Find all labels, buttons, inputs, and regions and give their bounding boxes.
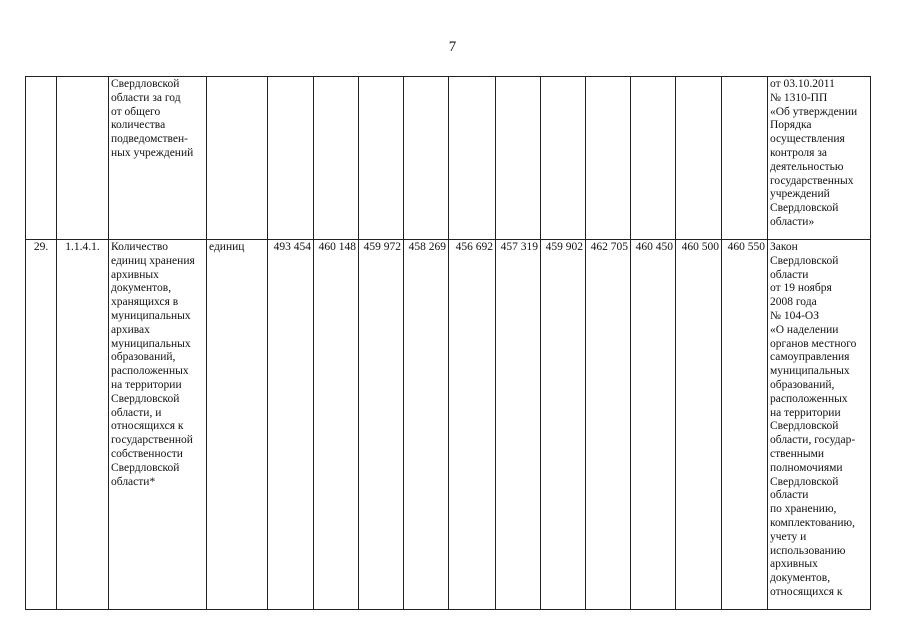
value-cell bbox=[631, 77, 676, 240]
basis-line: деятельностью bbox=[770, 160, 844, 173]
value-cell: 460 148 bbox=[314, 240, 359, 610]
basis-line: муниципальных bbox=[770, 365, 850, 378]
basis-line: самоуправления bbox=[770, 351, 850, 364]
basis-line: 2008 года bbox=[770, 296, 817, 309]
basis-line: Свердловской bbox=[770, 420, 839, 433]
value-cell: 459 972 bbox=[359, 240, 404, 610]
indicator-code-cell bbox=[57, 77, 109, 240]
basis-line: документов, bbox=[770, 572, 831, 585]
basis-line: осуществления bbox=[770, 133, 845, 146]
name-line: расположенных bbox=[111, 365, 189, 378]
basis-line: учету и bbox=[770, 530, 807, 543]
name-line: Свердловской bbox=[111, 78, 180, 90]
basis-line: от 19 ноября bbox=[770, 282, 832, 295]
indicators-table bbox=[25, 76, 871, 610]
basis-line: области, государ- bbox=[770, 434, 856, 447]
value-cell bbox=[404, 77, 449, 240]
name-line: области за год bbox=[111, 91, 181, 104]
basis-line: государственных bbox=[770, 174, 854, 187]
name-line: от общего bbox=[111, 105, 161, 118]
basis-line: органов местного bbox=[770, 337, 857, 350]
value-cell bbox=[359, 77, 404, 240]
value-cell: 460 550 bbox=[722, 240, 768, 610]
indicator-code-cell: 1.1.4.1. bbox=[57, 240, 109, 610]
unit-cell: единиц bbox=[207, 240, 268, 610]
value-cell bbox=[314, 77, 359, 240]
basis-line: образований, bbox=[770, 378, 835, 391]
value-cell: 456 692 bbox=[449, 240, 496, 610]
name-line: документов, bbox=[111, 282, 172, 295]
value-cell bbox=[449, 77, 496, 240]
basis-line: Свердловской bbox=[770, 475, 839, 488]
basis-line: архивных bbox=[770, 558, 818, 571]
basis-line: от 03.10.2011 bbox=[770, 78, 835, 90]
basis-line: Свердловской bbox=[770, 254, 839, 267]
value-cell bbox=[541, 77, 586, 240]
value-cell: 462 705 bbox=[586, 240, 631, 610]
value-cell: 460 450 bbox=[631, 240, 676, 610]
name-line: Свердловской bbox=[111, 392, 180, 405]
basis-line: комплектованию, bbox=[770, 516, 856, 529]
name-line: архивных bbox=[111, 268, 159, 281]
name-line: муниципальных bbox=[111, 309, 191, 322]
table-row bbox=[26, 77, 871, 240]
basis-line: № 104-ОЗ bbox=[770, 309, 819, 322]
value-cell: 460 500 bbox=[676, 240, 722, 610]
indicator-name-cell bbox=[109, 240, 207, 610]
row-number-cell bbox=[26, 77, 57, 240]
basis-line: относящихся к bbox=[770, 585, 843, 598]
basis-line: по хранению, bbox=[770, 503, 837, 516]
name-line: единиц хранения bbox=[111, 254, 195, 267]
name-line: подведомствен- bbox=[111, 133, 188, 146]
basis-line: «Об утверждении bbox=[770, 105, 858, 118]
legal-basis-cell bbox=[768, 77, 871, 240]
basis-line: Свердловской bbox=[770, 202, 839, 215]
basis-line: контроля за bbox=[770, 146, 827, 159]
name-line: Свердловской bbox=[111, 461, 180, 474]
page-number: 7 bbox=[448, 39, 457, 55]
value-cell: 458 269 bbox=[404, 240, 449, 610]
basis-line: использованию bbox=[770, 544, 846, 557]
value-cell bbox=[722, 77, 768, 240]
name-line: муниципальных bbox=[111, 337, 191, 350]
basis-line: области bbox=[770, 489, 809, 502]
value-cell bbox=[268, 77, 314, 240]
basis-line: области bbox=[770, 268, 809, 281]
name-line: на территории bbox=[111, 378, 182, 391]
name-line: собственности bbox=[111, 447, 183, 460]
indicator-name-cell bbox=[109, 77, 207, 240]
basis-line: «О наделении bbox=[770, 323, 839, 336]
basis-line: расположенных bbox=[770, 392, 848, 405]
basis-line: учреждений bbox=[770, 188, 830, 201]
legal-basis-cell bbox=[768, 240, 871, 610]
basis-line: ственными bbox=[770, 447, 825, 460]
name-line: Количество bbox=[111, 241, 168, 253]
name-line: области* bbox=[111, 475, 156, 488]
name-line: ных учреждений bbox=[111, 146, 194, 159]
basis-line: Порядка bbox=[770, 119, 812, 132]
name-line: относящихся к bbox=[111, 420, 184, 433]
name-line: архивах bbox=[111, 323, 150, 336]
name-line: государственной bbox=[111, 434, 193, 447]
name-line: количества bbox=[111, 119, 166, 132]
row-number-cell: 29. bbox=[26, 240, 57, 610]
name-line: образований, bbox=[111, 351, 176, 364]
unit-cell bbox=[207, 77, 268, 240]
table-row bbox=[26, 240, 871, 610]
basis-line: на территории bbox=[770, 406, 841, 419]
value-cell: 459 902 bbox=[541, 240, 586, 610]
value-cell: 457 319 bbox=[496, 240, 541, 610]
value-cell: 493 454 bbox=[268, 240, 314, 610]
value-cell bbox=[496, 77, 541, 240]
name-line: области, и bbox=[111, 406, 162, 419]
value-cell bbox=[676, 77, 722, 240]
value-cell bbox=[586, 77, 631, 240]
basis-line: области» bbox=[770, 215, 815, 228]
basis-line: полномочиями bbox=[770, 461, 843, 474]
name-line: хранящихся в bbox=[111, 296, 179, 309]
basis-line: Закон bbox=[770, 241, 798, 253]
basis-line: № 1310-ПП bbox=[770, 91, 828, 104]
